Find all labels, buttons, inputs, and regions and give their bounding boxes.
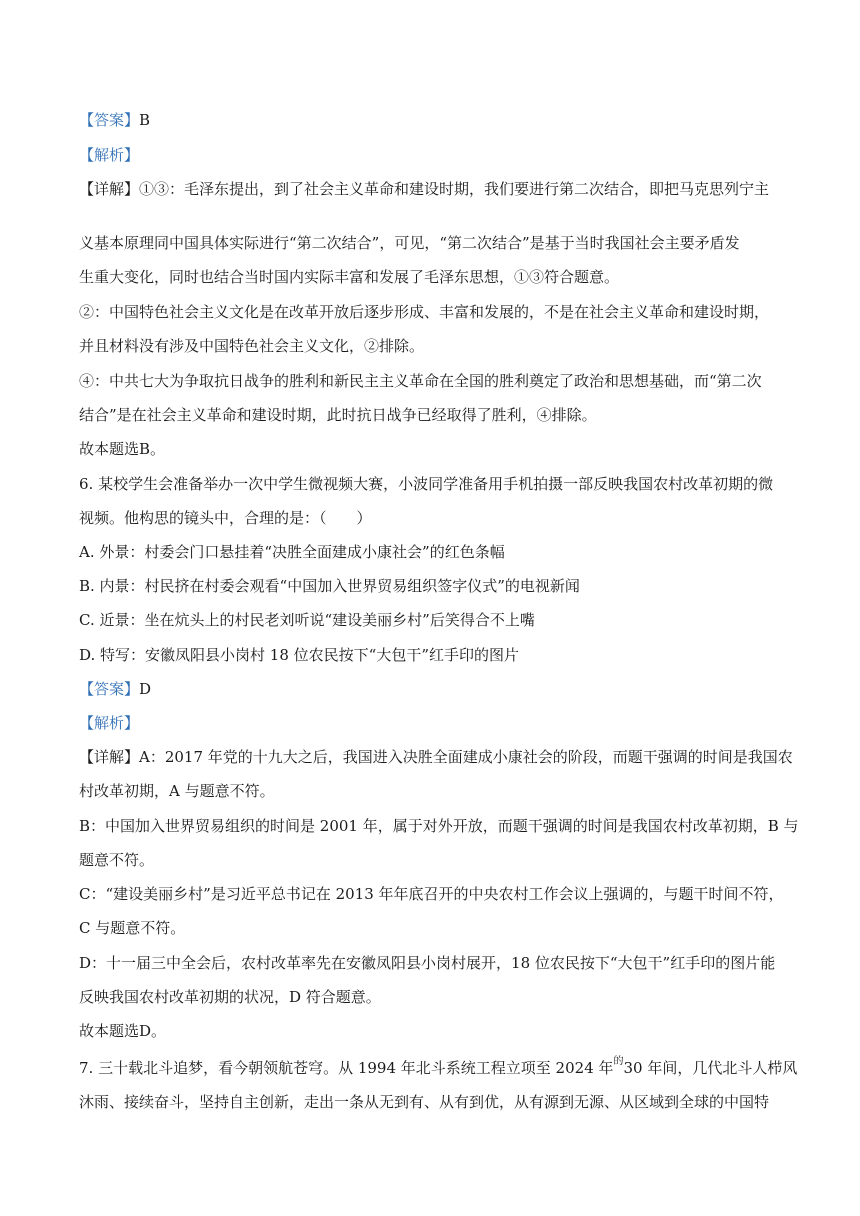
q7-stem-line-2: 沐雨、接续奋斗，坚持自主创新，走出一条从无到有、从有到优，从有源到无源、从区域到全球的中国特: [79, 1093, 770, 1111]
q5-detail-line-6: ④：中共七大为争取抗日战争的胜利和新民主主义革命在全国的胜利奠定了政治和思想基础，而“第二次: [79, 372, 762, 390]
detail-tag: 【详解】: [79, 180, 140, 198]
q6-detail-line-7: D：十一届三中全会后，农村改革率先在安徽凤阳县小岗村展开，18 位农民按下“大包干”红手印的图片能: [79, 954, 776, 972]
q7-stem-line-1: 7. 三十载北斗追梦，看今朝领航苍穹。从 1994 年北斗系统工程立项至 2024 年$^的$30 年间，几代北斗人栉风: [79, 1056, 798, 1077]
q5-analysis-tag: 【解析】: [79, 146, 140, 164]
q6-detail-line-6: C 与题意不符。: [79, 919, 186, 937]
q7-raised-char: 的: [613, 1056, 624, 1067]
q6-detail-line-2: 村改革初期，A 与题意不符。: [79, 782, 275, 800]
q6-stem-line-1: 6. 某校学生会准备举办一次中学生微视频大赛，小波同学准备用手机拍摄一部反映我国农村改革初期的微: [79, 475, 774, 493]
answer-value: B: [139, 111, 151, 129]
q5-detail-line-5: 并且材料没有涉及中国特色社会主义文化，②排除。: [79, 337, 425, 355]
answer-value: D: [139, 680, 152, 698]
detail-tag: 【详解】: [79, 748, 140, 766]
q6-analysis-tag: 【解析】: [79, 714, 140, 732]
q6-option-a: A. 外景：村委会门口悬挂着“决胜全面建成小康社会”的红色条幅: [79, 543, 505, 561]
q5-detail-line-3: 生重大变化，同时也结合当时国内实际丰富和发展了毛泽东思想，①③符合题意。: [79, 268, 620, 286]
q6-detail-line-5: C：“建设美丽乡村”是习近平总书记在 2013 年年底召开的中央农村工作会议上强调的，与题干时间不符，: [79, 885, 784, 903]
q6-option-c: C. 近景：坐在炕头上的村民老刘听说“建设美丽乡村”后笑得合不上嘴: [79, 611, 535, 629]
q6-detail-line-4: 题意不符。: [79, 851, 155, 869]
q5-detail-line-7: 结合”是在社会主义革命和建设时期，此时抗日战争已经取得了胜利，④排除。: [79, 406, 597, 424]
q6-detail-line-3: B：中国加入世界贸易组织的时间是 2001 年，属于对外开放，而题干强调的时间是我国农村改革初期，B 与: [79, 817, 799, 835]
answer-tag: 【答案】: [79, 680, 140, 698]
q6-option-d: D. 特写：安徽凤阳县小岗村 18 位农民按下“大包干”红手印的图片: [79, 646, 519, 664]
q5-conclusion: 故本题选B。: [79, 440, 166, 458]
q6-detail-line-8: 反映我国农村改革初期的状况，D 符合题意。: [79, 988, 381, 1006]
q5-detail-line-2: 义基本原理同中国具体实际进行“第二次结合”，可见，“第二次结合”是基于当时我国社会主要矛盾发: [79, 234, 740, 252]
q6-option-b: B. 内景：村民挤在村委会观看“中国加入世界贸易组织签字仪式”的电视新闻: [79, 577, 580, 595]
q6-detail-line-1: 【详解】A：2017 年党的十九大之后，我国进入决胜全面建成小康社会的阶段，而题干强调的时间是我国农: [79, 748, 793, 766]
q5-answer: [79, 109, 790, 131]
q5-detail-line-4: ②：中国特色社会主义文化是在改革开放后逐步形成、丰富和发展的，不是在社会主义革命和建设时期，: [79, 303, 770, 321]
q5-detail-line-1: 【详解】①③：毛泽东提出，到了社会主义革命和建设时期，我们要进行第二次结合，即把马克思列宁主: [79, 180, 770, 198]
q6-stem-line-2: 视频。他构思的镜头中，合理的是：（ ）: [79, 509, 372, 527]
answer-tag: 【答案】: [79, 111, 140, 129]
q6-answer: [79, 678, 790, 700]
q6-conclusion: 故本题选D。: [79, 1022, 167, 1040]
